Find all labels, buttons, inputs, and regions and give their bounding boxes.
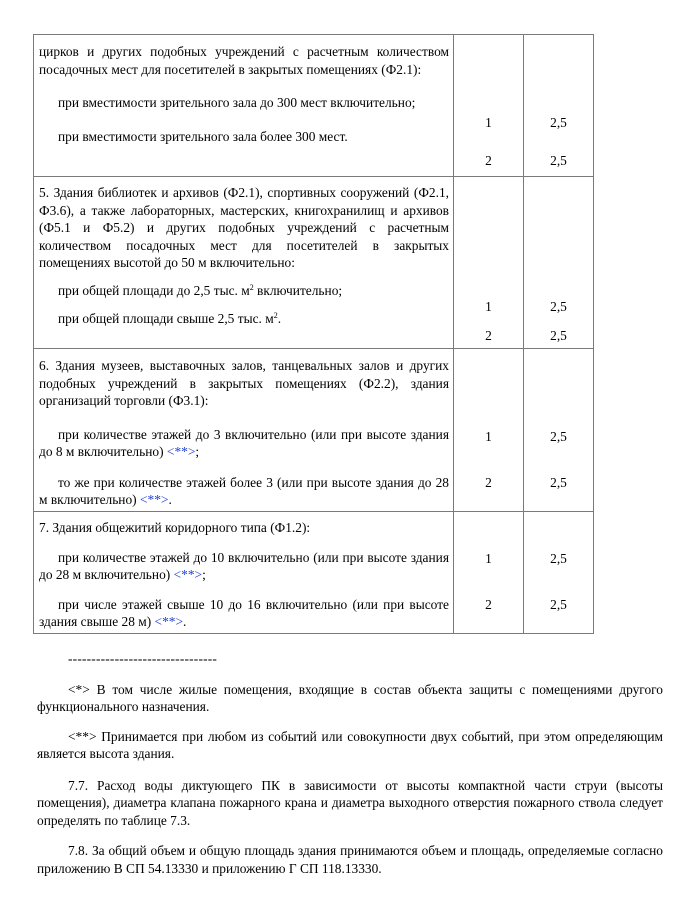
table-row	[34, 35, 594, 177]
row-item: при количестве этажей до 3 включительно (или при высоте здания до 8 м включительно) <**>;	[39, 426, 449, 459]
fire-hydrant-norms-table	[33, 34, 594, 634]
table-row	[34, 177, 594, 349]
paragraph-7-7: 7.7. Расход воды диктующего ПК в зависимости от высоты компактной части струи (высоты помещения), диаметра клапана пожарного крана и диаметра выходного отверстия пожарного ствола следует определять по таблице 7.3.	[37, 777, 663, 828]
jets-cell	[454, 177, 524, 349]
footnote-link[interactable]: <**>	[154, 614, 184, 629]
row-item: при вместимости зрительного зала до 300 мест включительно;	[58, 95, 416, 110]
jets-value: 2	[485, 597, 492, 612]
flow-value: 2,5	[550, 299, 567, 314]
row-item: при числе этажей свыше 10 до 16 включительно (или при высоте здания свыше 28 м) <**>.	[39, 596, 449, 629]
table-row	[34, 512, 594, 634]
row-item: при вместимости зрительного зала более 300 мест.	[58, 128, 348, 144]
flow-value: 2,5	[550, 153, 567, 168]
row-heading: 6. Здания музеев, выставочных залов, танцевальных залов и других подобных учреждений в закрытых помещениях (Ф2.2), здания организаций торговли (Ф3.1):	[39, 358, 449, 408]
footnote-1: <*> В том числе жилые помещения, входящие в состав объекта защиты с помещениями другого функционального назначения.	[37, 681, 663, 714]
jets-cell	[454, 349, 524, 512]
footnote-2: <**> Принимается при любом из событий или совокупности двух событий, при этом определяющим является высота здания.	[37, 728, 663, 761]
table-row	[34, 349, 594, 512]
flow-cell	[524, 349, 594, 512]
footnote-link[interactable]: <**>	[139, 492, 169, 507]
description-cell	[34, 35, 454, 177]
row-item: при количестве этажей до 10 включительно (или при высоте здания до 28 м включительно) <**>;	[39, 549, 449, 582]
jets-value: 1	[485, 551, 492, 566]
jets-cell	[454, 512, 524, 634]
jets-value: 2	[485, 328, 492, 343]
paragraph-7-8: 7.8. За общий объем и общую площадь здания принимаются объем и площадь, определяемые согласно приложению В СП 54.13330 и приложению Г СП 118.13330.	[37, 843, 663, 876]
row-heading: 7. Здания общежитий коридорного типа (Ф1.2):	[39, 520, 311, 535]
description-cell	[34, 512, 454, 634]
flow-cell	[524, 35, 594, 177]
row-heading: цирков и других подобных учреждений с расчетным количеством посадочных мест для посетителей в закрытых помещениях (Ф2.1):	[39, 44, 449, 77]
jets-value: 2	[485, 475, 492, 490]
jets-value: 1	[485, 299, 492, 314]
jets-value: 2	[485, 153, 492, 168]
jets-value: 1	[485, 429, 492, 444]
description-cell	[34, 177, 454, 349]
footnote-link[interactable]: <**>	[173, 567, 203, 582]
flow-value: 2,5	[550, 475, 567, 490]
description-cell	[34, 349, 454, 512]
flow-value: 2,5	[550, 115, 567, 130]
jets-value: 1	[485, 115, 492, 130]
row-item: то же при количестве этажей более 3 (или при высоте здания до 28 м включительно) <**>.	[39, 474, 449, 507]
footnote-link[interactable]: <**>	[166, 444, 196, 459]
flow-cell	[524, 512, 594, 634]
flow-value: 2,5	[550, 429, 567, 444]
jets-cell	[454, 35, 524, 177]
flow-value: 2,5	[550, 597, 567, 612]
flow-value: 2,5	[550, 328, 567, 343]
notes-section	[37, 650, 663, 877]
flow-cell	[524, 177, 594, 349]
footnote-separator: --------------------------------	[68, 651, 218, 666]
row-item: при общей площади до 2,5 тыс. $м^2$ включительно;	[58, 282, 343, 298]
row-item: при общей площади свыше 2,5 тыс. $м^2$.	[58, 311, 282, 326]
flow-value: 2,5	[550, 551, 567, 566]
row-heading: 5. Здания библиотек и архивов (Ф2.1), спортивных сооружений (Ф2.1, Ф3.6), а также лабораторных, мастерских, книгохранилищ и архивов (Ф5.1 и Ф5.2) и других подобных учреждений с расчетным количеством посадочных мест для посетителей в закрытых помещениях высотой до 50 м включительно:	[39, 185, 449, 270]
